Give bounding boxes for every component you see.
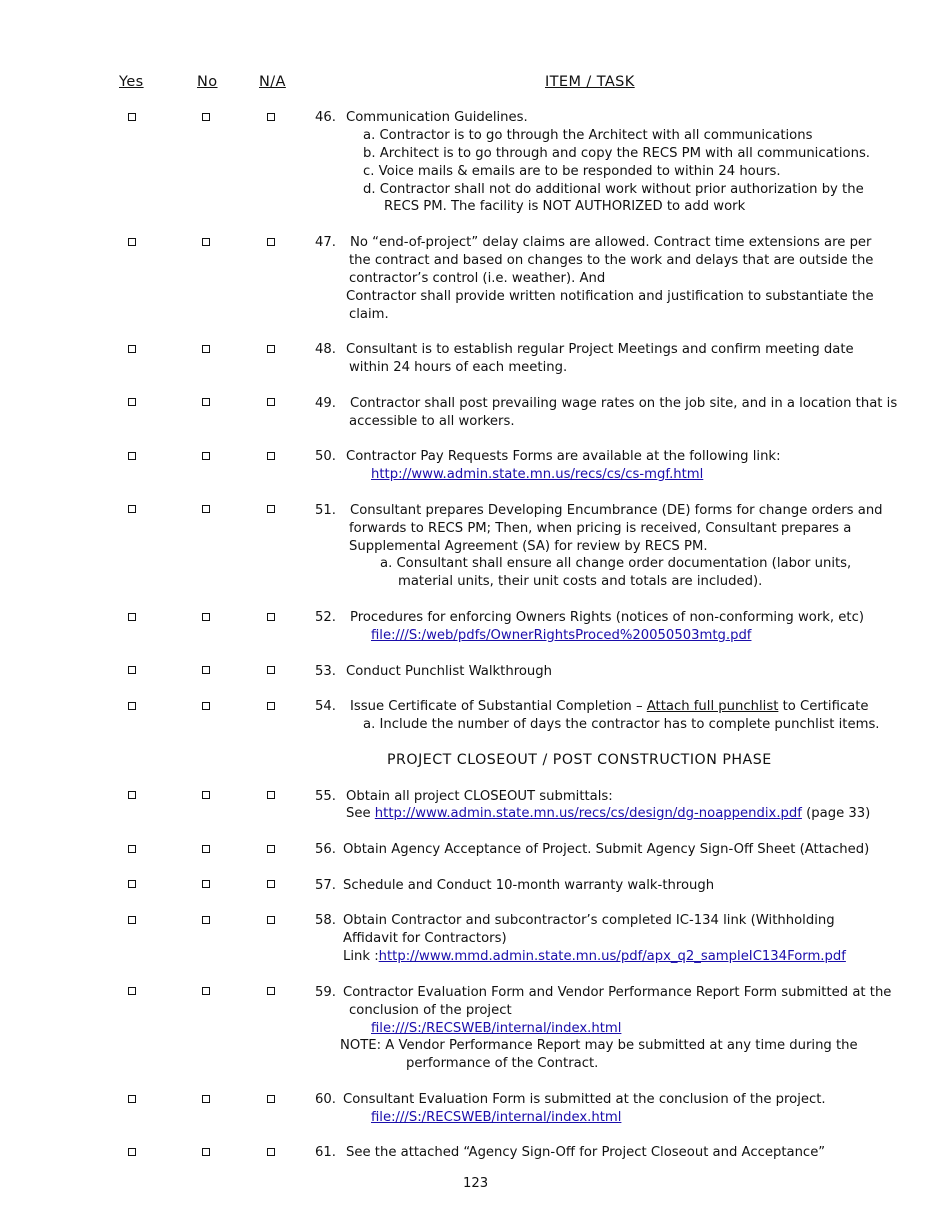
item-number: 50.	[315, 449, 336, 464]
checkbox-yes-48[interactable]	[128, 345, 136, 353]
sub-item-a-cont: material units, their unit costs and totals are included).	[398, 574, 763, 589]
item-text: conclusion of the project	[349, 1003, 512, 1018]
checkbox-no-50[interactable]	[202, 452, 210, 460]
item-text: Affidavit for Contractors)	[343, 931, 507, 946]
item-text: Contractor Pay Requests Forms are available at the following link:	[346, 449, 781, 464]
item-text: forwards to RECS PM; Then, when pricing is received, Consultant prepares a	[349, 521, 852, 536]
checkbox-no-57[interactable]	[202, 880, 210, 888]
checkbox-no-56[interactable]	[202, 845, 210, 853]
note-text-cont: performance of the Contract.	[406, 1056, 599, 1071]
checkbox-na-57[interactable]	[267, 880, 275, 888]
item-text: No “end-of-project” delay claims are allowed. Contract time extensions are per	[350, 235, 872, 250]
sub-item-d: d. Contractor shall not do additional work without prior authorization by the	[363, 182, 864, 197]
checkbox-na-46[interactable]	[267, 113, 275, 121]
page-number: 123	[463, 1176, 489, 1191]
item-text: Obtain Agency Acceptance of Project. Submit Agency Sign-Off Sheet (Attached)	[343, 842, 870, 857]
sub-item-b: b. Architect is to go through and copy the RECS PM with all communications.	[363, 146, 871, 161]
header-no: No	[197, 74, 218, 90]
item-text: See the attached “Agency Sign-Off for Project Closeout and Acceptance”	[346, 1145, 826, 1160]
checkbox-yes-55[interactable]	[128, 791, 136, 799]
design-guide-link[interactable]: http://www.admin.state.mn.us/recs/cs/design/dg-noappendix.pdf	[374, 806, 802, 821]
checkbox-na-48[interactable]	[267, 345, 275, 353]
item-text-post: to Certificate	[778, 699, 869, 714]
item-text: Consultant prepares Developing Encumbrance (DE) forms for change orders and	[350, 503, 883, 518]
note-text: NOTE: A Vendor Performance Report may be submitted at any time during the	[340, 1038, 858, 1053]
sub-item-a: a. Contractor is to go through the Architect with all communications	[363, 128, 813, 143]
checkbox-na-50[interactable]	[267, 452, 275, 460]
checkbox-na-61[interactable]	[267, 1148, 275, 1156]
checkbox-yes-54[interactable]	[128, 702, 136, 710]
checkbox-na-51[interactable]	[267, 505, 275, 513]
owner-rights-procedures-link[interactable]: file:///S:/web/pdfs/OwnerRightsProced%20050503mtg.pdf	[371, 628, 752, 643]
item-number: 61.	[315, 1145, 336, 1160]
checkbox-no-58[interactable]	[202, 916, 210, 924]
item-number: 49.	[315, 396, 336, 411]
item-text: Contractor shall post prevailing wage rates on the job site, and in a location that is	[350, 396, 898, 411]
header-na: N/A	[259, 74, 286, 90]
attach-punchlist-text: Attach full punchlist	[646, 699, 779, 714]
ic134-form-link[interactable]: http://www.mmd.admin.state.mn.us/pdf/apx_q2_sampleIC134Form.pdf	[378, 949, 846, 964]
sub-item-c: c. Voice mails & emails are to be responded to within 24 hours.	[363, 164, 781, 179]
page-ref-text: (page 33)	[801, 806, 871, 821]
checkbox-yes-61[interactable]	[128, 1148, 136, 1156]
checkbox-no-53[interactable]	[202, 666, 210, 674]
section-title: PROJECT CLOSEOUT / POST CONSTRUCTION PHASE	[387, 752, 772, 768]
item-number: 47.	[315, 235, 336, 250]
recsweb-internal-link[interactable]: file:///S:/RECSWEB/internal/index.html	[371, 1021, 622, 1036]
item-text: contractor’s control (i.e. weather). And	[349, 271, 606, 286]
item-text-pre: Issue Certificate of Substantial Completion –	[350, 699, 647, 714]
checkbox-no-59[interactable]	[202, 987, 210, 995]
checkbox-no-49[interactable]	[202, 398, 210, 406]
sub-item-a: a. Consultant shall ensure all change order documentation (labor units,	[380, 556, 852, 571]
recsweb-internal-link[interactable]: file:///S:/RECSWEB/internal/index.html	[371, 1110, 622, 1125]
item-text: claim.	[349, 307, 389, 322]
checkbox-no-47[interactable]	[202, 238, 210, 246]
checkbox-yes-60[interactable]	[128, 1095, 136, 1103]
item-text: Schedule and Conduct 10-month warranty walk-through	[343, 878, 715, 893]
see-text: See	[346, 806, 375, 821]
item-text: Obtain all project CLOSEOUT submittals:	[346, 789, 613, 804]
item-number: 59.	[315, 985, 336, 1000]
checkbox-yes-51[interactable]	[128, 505, 136, 513]
item-text: Consultant is to establish regular Project Meetings and confirm meeting date	[346, 342, 854, 357]
item-text: Consultant Evaluation Form is submitted at the conclusion of the project.	[343, 1092, 826, 1107]
checkbox-no-54[interactable]	[202, 702, 210, 710]
item-text: Contractor shall provide written notification and justification to substantiate the	[346, 289, 874, 304]
checkbox-na-56[interactable]	[267, 845, 275, 853]
checkbox-na-58[interactable]	[267, 916, 275, 924]
item-text	[346, 805, 870, 823]
link-label: Link :	[343, 949, 379, 964]
item-number: 51.	[315, 503, 336, 518]
checkbox-no-46[interactable]	[202, 113, 210, 121]
item-text: Communication Guidelines.	[346, 110, 528, 125]
checkbox-yes-49[interactable]	[128, 398, 136, 406]
item-text: Conduct Punchlist Walkthrough	[346, 664, 552, 679]
item-text: the contract and based on changes to the work and delays that are outside the	[349, 253, 874, 268]
checkbox-no-48[interactable]	[202, 345, 210, 353]
checkbox-yes-58[interactable]	[128, 916, 136, 924]
item-text: Contractor Evaluation Form and Vendor Performance Report Form submitted at the	[343, 985, 892, 1000]
checkbox-no-61[interactable]	[202, 1148, 210, 1156]
header-item-task: ITEM / TASK	[545, 74, 635, 90]
sub-item-d-cont: RECS PM. The facility is NOT AUTHORIZED to add work	[384, 199, 746, 214]
checkbox-yes-46[interactable]	[128, 113, 136, 121]
checkbox-no-52[interactable]	[202, 613, 210, 621]
item-number: 60.	[315, 1092, 336, 1107]
checkbox-yes-50[interactable]	[128, 452, 136, 460]
item-text: Obtain Contractor and subcontractor’s completed IC-134 link (Withholding	[343, 913, 835, 928]
header-yes: Yes	[119, 74, 144, 90]
item-number: 48.	[315, 342, 336, 357]
checkbox-yes-52[interactable]	[128, 613, 136, 621]
item-number: 54.	[315, 699, 336, 714]
checkbox-na-55[interactable]	[267, 791, 275, 799]
checkbox-na-59[interactable]	[267, 987, 275, 995]
item-number: 57.	[315, 878, 336, 893]
checkbox-no-55[interactable]	[202, 791, 210, 799]
checkbox-yes-59[interactable]	[128, 987, 136, 995]
checkbox-yes-56[interactable]	[128, 845, 136, 853]
pay-request-forms-link[interactable]: http://www.admin.state.mn.us/recs/cs/cs-mgf.html	[371, 467, 704, 482]
checkbox-na-54[interactable]	[267, 702, 275, 710]
checkbox-na-60[interactable]	[267, 1095, 275, 1103]
item-number: 53.	[315, 664, 336, 679]
item-text: accessible to all workers.	[349, 414, 515, 429]
item-text: Supplemental Agreement (SA) for review by RECS PM.	[349, 539, 708, 554]
checkbox-na-52[interactable]	[267, 613, 275, 621]
sub-item-a: a. Include the number of days the contractor has to complete punchlist items.	[363, 717, 880, 732]
checkbox-no-51[interactable]	[202, 505, 210, 513]
checkbox-yes-57[interactable]	[128, 880, 136, 888]
item-number: 46.	[315, 110, 336, 125]
item-text: Procedures for enforcing Owners Rights (notices of non-conforming work, etc)	[350, 610, 864, 625]
item-number: 55.	[315, 789, 336, 804]
checkbox-na-47[interactable]	[267, 238, 275, 246]
checkbox-na-49[interactable]	[267, 398, 275, 406]
checkbox-na-53[interactable]	[267, 666, 275, 674]
item-text: within 24 hours of each meeting.	[349, 360, 568, 375]
item-text	[350, 698, 869, 716]
item-number: 56.	[315, 842, 336, 857]
item-text	[343, 948, 846, 966]
checkbox-yes-53[interactable]	[128, 666, 136, 674]
checkbox-yes-47[interactable]	[128, 238, 136, 246]
item-number: 52.	[315, 610, 336, 625]
item-number: 58.	[315, 913, 336, 928]
checkbox-no-60[interactable]	[202, 1095, 210, 1103]
